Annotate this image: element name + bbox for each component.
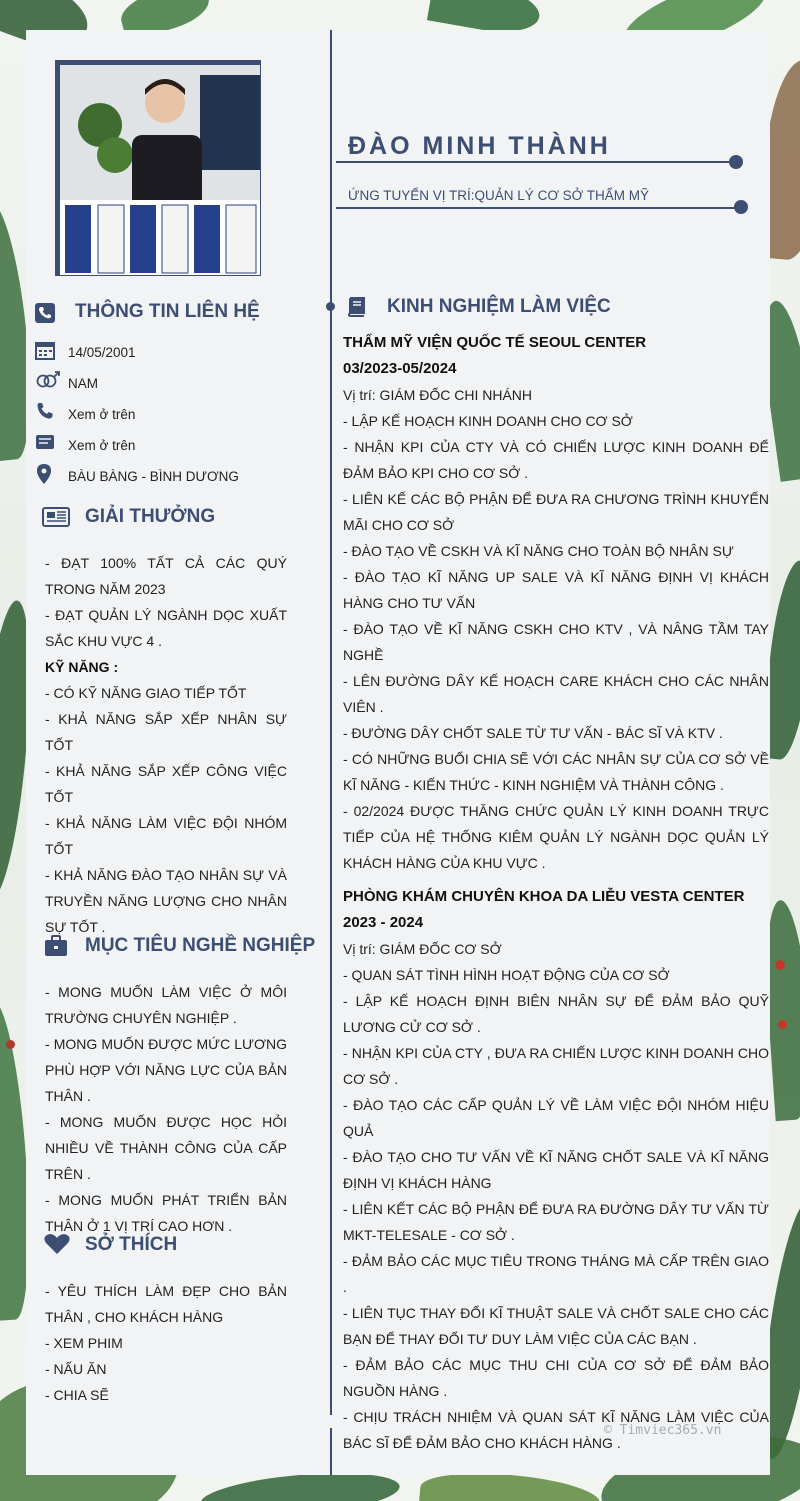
job-duty: - LIÊN KẾT CÁC BỘ PHẬN ĐỂ ĐƯA RA ĐƯỜNG DÂY TƯ VẤN TỪ MKT-TELESALE - CƠ SỞ .	[343, 1201, 769, 1243]
job-duty: - ĐẢM BẢO CÁC MỤC TIÊU TRONG THÁNG MÀ CẤP TRÊN GIAO .	[343, 1253, 769, 1295]
phone-value: Xem ở trên	[68, 407, 136, 422]
award-item: - ĐẠT QUẢN LÝ NGÀNH DỌC XUẤT SẮC KHU VỰC 4 .	[45, 607, 287, 649]
job-duty: - ĐẢM BẢO CÁC MỤC THU CHI CỦA CƠ SỞ ĐỂ ĐẢM BẢO NGUỒN HÀNG .	[343, 1357, 769, 1399]
job-duty: - LẬP KẾ HOẠCH ĐỊNH BIÊN NHÂN SỰ ĐỂ ĐẢM BẢO QUỸ LƯƠNG CỬ CƠ SỞ .	[343, 993, 769, 1035]
goal-item: - MONG MUỐN PHÁT TRIỂN BẢN THÂN Ở 1 VỊ TRÍ CAO HƠN .	[45, 1192, 287, 1234]
job-company: THẨM MỸ VIỆN QUỐC TẾ SEOUL CENTER	[343, 334, 647, 351]
skill-item: - KHẢ NĂNG SẮP XẾP CÔNG VIỆC TỐT	[45, 763, 287, 805]
experience-list	[343, 330, 769, 1456]
divider-line	[330, 30, 332, 1415]
watermark: © Timviec365.vn	[604, 1423, 722, 1438]
address-value: BÀU BÀNG - BÌNH DƯƠNG	[68, 469, 239, 484]
location-pin-icon	[37, 464, 51, 489]
job-duty: - LIÊN TỤC THAY ĐỔI KĨ THUẬT SALE VÀ CHỐT SALE CHO CÁC BẠN ĐỂ THAY ĐỔI TƯ DUY LÀM VIỆC CỦA CÁC BẠN .	[343, 1305, 769, 1347]
job-duty: - ĐÀO TẠO VỀ CSKH VÀ KĨ NĂNG CHO TOÀN BỘ NHÂN SỰ	[343, 543, 734, 559]
section-marker-dot	[326, 302, 335, 311]
skill-item: - KHẢ NĂNG ĐÀO TẠO NHÂN SỰ VÀ TRUYỀN NĂNG LƯỢNG CHO NHÂN SỰ TỐT .	[45, 867, 287, 935]
hobbies-section-title: SỞ THÍCH	[85, 1234, 178, 1255]
job-duty: - CHỊU TRÁCH NHIỆM VÀ QUAN SÁT KĨ NĂNG LÀM VIỆC CỦA BÁC SĨ ĐỂ ĐẢM BẢO CHO KHÁCH HÀNG .	[343, 1409, 769, 1451]
awards-list	[45, 550, 287, 940]
experience-section-title: KINH NGHIỆM LÀM VIỆC	[387, 296, 611, 317]
birthday-value: 14/05/2001	[68, 345, 136, 360]
profile-photo	[60, 65, 260, 275]
job-duty: - LÊN ĐƯỜNG DÂY KẾ HOẠCH CARE KHÁCH CHO CÁC NHÂN VIÊN .	[343, 673, 769, 715]
job-duty: - 02/2024 ĐƯỢC THĂNG CHỨC QUẢN LÝ KINH DOANH TRỰC TIẾP CỦA HỆ THỐNG KIÊM QUẢN LÝ NGÀNH DỌC QUẢN LÝ KHÁCH HÀNG CỦA KHU VỰC .	[343, 803, 769, 871]
email-value: Xem ở trên	[68, 438, 136, 453]
hobby-item: - XEM PHIM	[45, 1335, 123, 1351]
job-duty: - ĐÀO TẠO CÁC CẤP QUẢN LÝ VỀ LÀM VIỆC ĐỘI NHÓM HIỆU QUẢ	[343, 1097, 769, 1139]
job-duty: - ĐÀO TẠO CHO TƯ VẤN VỀ KĨ NĂNG CHỐT SALE VÀ KĨ NĂNG ĐỊNH VỊ KHÁCH HÀNG	[343, 1149, 769, 1191]
job-entry	[343, 330, 769, 876]
position-underline	[336, 207, 741, 209]
divider-line-bottom	[330, 1428, 332, 1475]
candidate-name: ĐÀO MINH THÀNH	[348, 132, 611, 160]
applied-position: ỨNG TUYỂN VỊ TRÍ:QUẢN LÝ CƠ SỞ THẨM MỸ	[348, 188, 649, 203]
hobbies-list	[45, 1278, 287, 1408]
job-duty: - NHẬN KPI CỦA CTY , ĐƯA RA CHIẾN LƯỢC KINH DOANH CHO CƠ SỞ .	[343, 1045, 769, 1087]
name-underline	[336, 161, 736, 163]
job-entry	[343, 884, 769, 1456]
gender-value: NAM	[68, 376, 98, 391]
job-duty: - LẬP KẾ HOẠCH KINH DOANH CHO CƠ SỞ	[343, 413, 633, 429]
hobby-item: - CHIA SẼ	[45, 1387, 109, 1403]
heart-icon	[44, 1233, 70, 1260]
newspaper-icon	[42, 507, 70, 532]
hobby-item: - NẤU ĂN	[45, 1361, 107, 1377]
gender-icon	[35, 370, 61, 395]
phone-small-icon	[36, 402, 54, 425]
email-icon	[35, 433, 55, 456]
job-duty: - ĐÀO TẠO VỀ KĨ NĂNG CSKH CHO KTV , VÀ NÂNG TẦM TAY NGHỀ	[343, 621, 769, 663]
award-item: - ĐẠT 100% TẤT CẢ CÁC QUÝ TRONG NĂM 2023	[45, 555, 287, 597]
job-duty: - NHẬN KPI CỦA CTY VÀ CÓ CHIẾN LƯỢC KINH DOANH ĐỂ ĐẢM BẢO KPI CHO CƠ SỞ .	[343, 439, 769, 481]
name-underline-dot	[729, 155, 743, 169]
job-duty: - LIÊN KẾ CÁC BỘ PHẬN ĐỂ ĐƯA RA CHƯƠNG TRÌNH KHUYẾN MÃI CHO CƠ SỞ	[343, 491, 769, 533]
job-duty: - ĐƯỜNG DÂY CHỐT SALE TỪ TƯ VẤN - BÁC SĨ VÀ KTV .	[343, 725, 723, 741]
awards-section-title: GIẢI THƯỞNG	[85, 506, 216, 527]
skill-item: - CÓ KỸ NĂNG GIAO TIẾP TỐT	[45, 685, 247, 701]
position-underline-dot	[734, 200, 748, 214]
goal-item: - MONG MUỐN LÀM VIỆC Ở MÔI TRƯỜNG CHUYÊN NGHIỆP .	[45, 984, 287, 1026]
job-period: 2023 - 2024	[343, 914, 424, 931]
job-duty: - CÓ NHỮNG BUỔI CHIA SẼ VỚI CÁC NHÂN SỰ CỦA CƠ SỞ VỀ KĨ NĂNG - KIẾN THỨC - KINH NGHIỆM VÀ THÀNH CÔNG .	[343, 751, 769, 793]
goal-item: - MONG MUỐN ĐƯỢC HỌC HỎI NHIỀU VỀ THÀNH CÔNG CỦA CẤP TRÊN .	[45, 1114, 287, 1182]
contact-section-title: THÔNG TIN LIÊN HỆ	[75, 301, 260, 322]
job-role: Vị trí: GIÁM ĐỐC CHI NHÁNH	[343, 387, 533, 403]
job-duty: - ĐÀO TẠO KĨ NĂNG UP SALE VÀ KĨ NĂNG ĐỊNH VỊ KHÁCH HÀNG CHO TƯ VẤN	[343, 569, 769, 611]
goals-list	[45, 979, 287, 1239]
goals-section-title: MỤC TIÊU NGHỀ NGHIỆP	[85, 935, 316, 956]
goal-item: - MONG MUỐN ĐƯỢC MỨC LƯƠNG PHÙ HỢP VỚI NĂNG LỰC CỦA BẢN THÂN .	[45, 1036, 287, 1104]
job-role: Vị trí: GIÁM ĐỐC CƠ SỞ	[343, 941, 502, 957]
phone-icon	[35, 303, 55, 328]
briefcase-icon	[44, 935, 68, 962]
skill-item: - KHẢ NĂNG SẮP XẾP NHÂN SỰ TỐT	[45, 711, 287, 753]
job-period: 03/2023-05/2024	[343, 360, 457, 377]
hobby-item: - YÊU THÍCH LÀM ĐẸP CHO BẢN THÂN , CHO KHÁCH HÀNG	[45, 1283, 287, 1325]
skills-label: KỸ NĂNG :	[45, 659, 119, 675]
calendar-icon	[35, 340, 55, 365]
job-duty: - QUAN SÁT TÌNH HÌNH HOẠT ĐỘNG CỦA CƠ SỞ	[343, 967, 670, 983]
skill-item: - KHẢ NĂNG LÀM VIỆC ĐỘI NHÓM TỐT	[45, 815, 287, 857]
job-company: PHÒNG KHÁM CHUYÊN KHOA DA LIỄU VESTA CENTER	[343, 888, 745, 905]
book-icon	[346, 297, 366, 322]
